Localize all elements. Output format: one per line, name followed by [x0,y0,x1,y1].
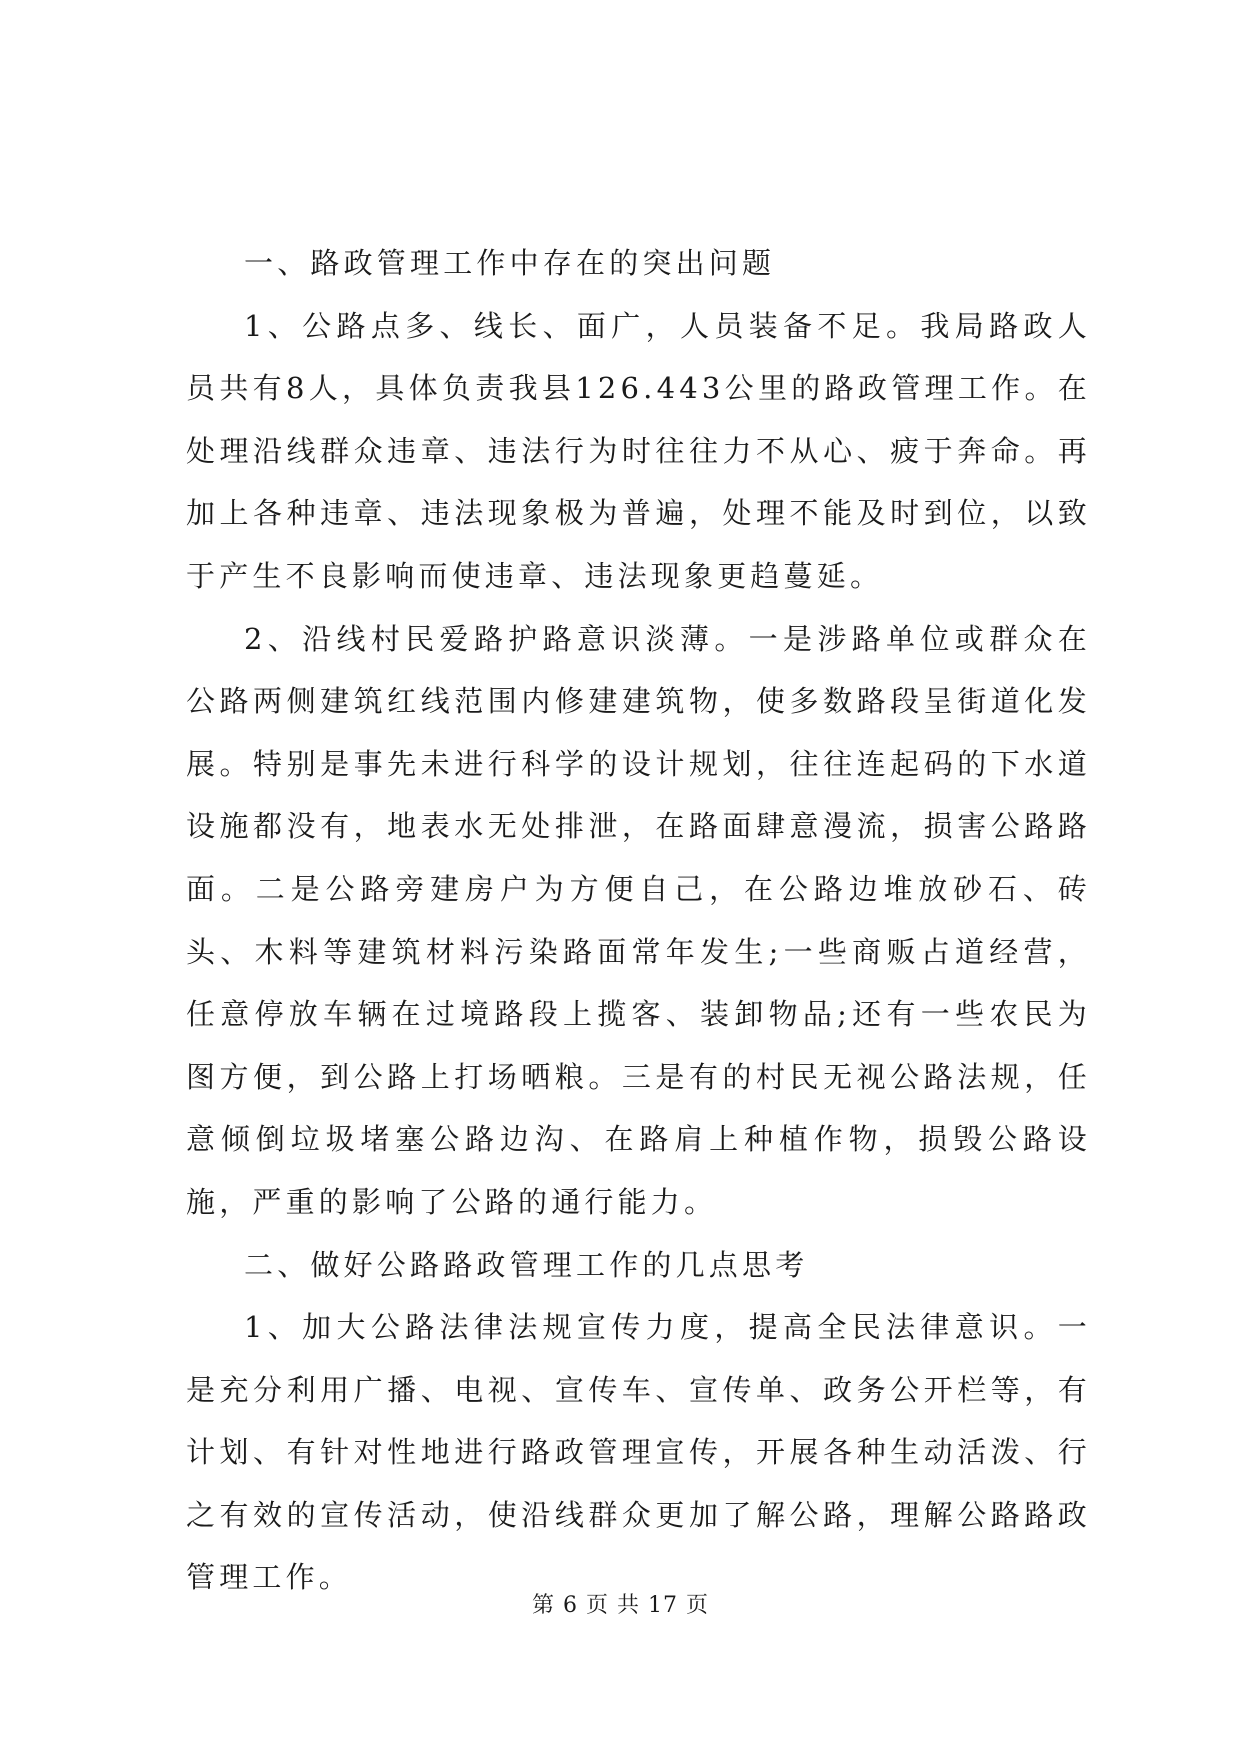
paragraph-1-2: 2、沿线村民爱路护路意识淡薄。一是涉路单位或群众在公路两侧建筑红线范围内修建建筑物，使多数路段呈街道化发展。特别是事先未进行科学的设计规划，往往连起码的下水道设施都没有，地表水无处排泄，在路面肆意漫流，损害公路路面。二是公路旁建房户为方便自己，在公路边堆放砂石、砖头、木料等建筑材料污染路面常年发生;一些商贩占道经营，任意停放车辆在过境路段上揽客、装卸物品;还有一些农民为图方便，到公路上打场晒粮。三是有的村民无视公路法规，任意倾倒垃圾堵塞公路边沟、在路肩上种植作物，损毁公路设施，严重的影响了公路的通行能力。 [186,621,1091,1219]
paragraph-2-1: 1、加大公路法律法规宣传力度，提高全民法律意识。一是充分利用广播、电视、宣传车、宣传单、政务公开栏等，有计划、有针对性地进行路政管理宣传，开展各种生动活泼、行之有效的宣传活动，使沿线群众更加了解公路，理解公路路政管理工作。 [186,1310,1091,1595]
document-body [186,232,1091,1609]
section-heading-2: 二、做好公路路政管理工作的几点思考 [244,1247,809,1282]
paragraph-1-1: 1、公路点多、线长、面广，人员装备不足。我局路政人员共有8人，具体负责我县126.443公里的路政管理工作。在处理沿线群众违章、违法行为时往往力不从心、疲于奔命。再加上各种违章、违法现象极为普遍，处理不能及时到位，以致于产生不良影响而使违章、违法现象更趋蔓延。 [186,308,1091,593]
page-number-footer: 第 6 页 共 17 页 [532,1593,709,1618]
section-heading-1: 一、路政管理工作中存在的突出问题 [244,246,776,280]
